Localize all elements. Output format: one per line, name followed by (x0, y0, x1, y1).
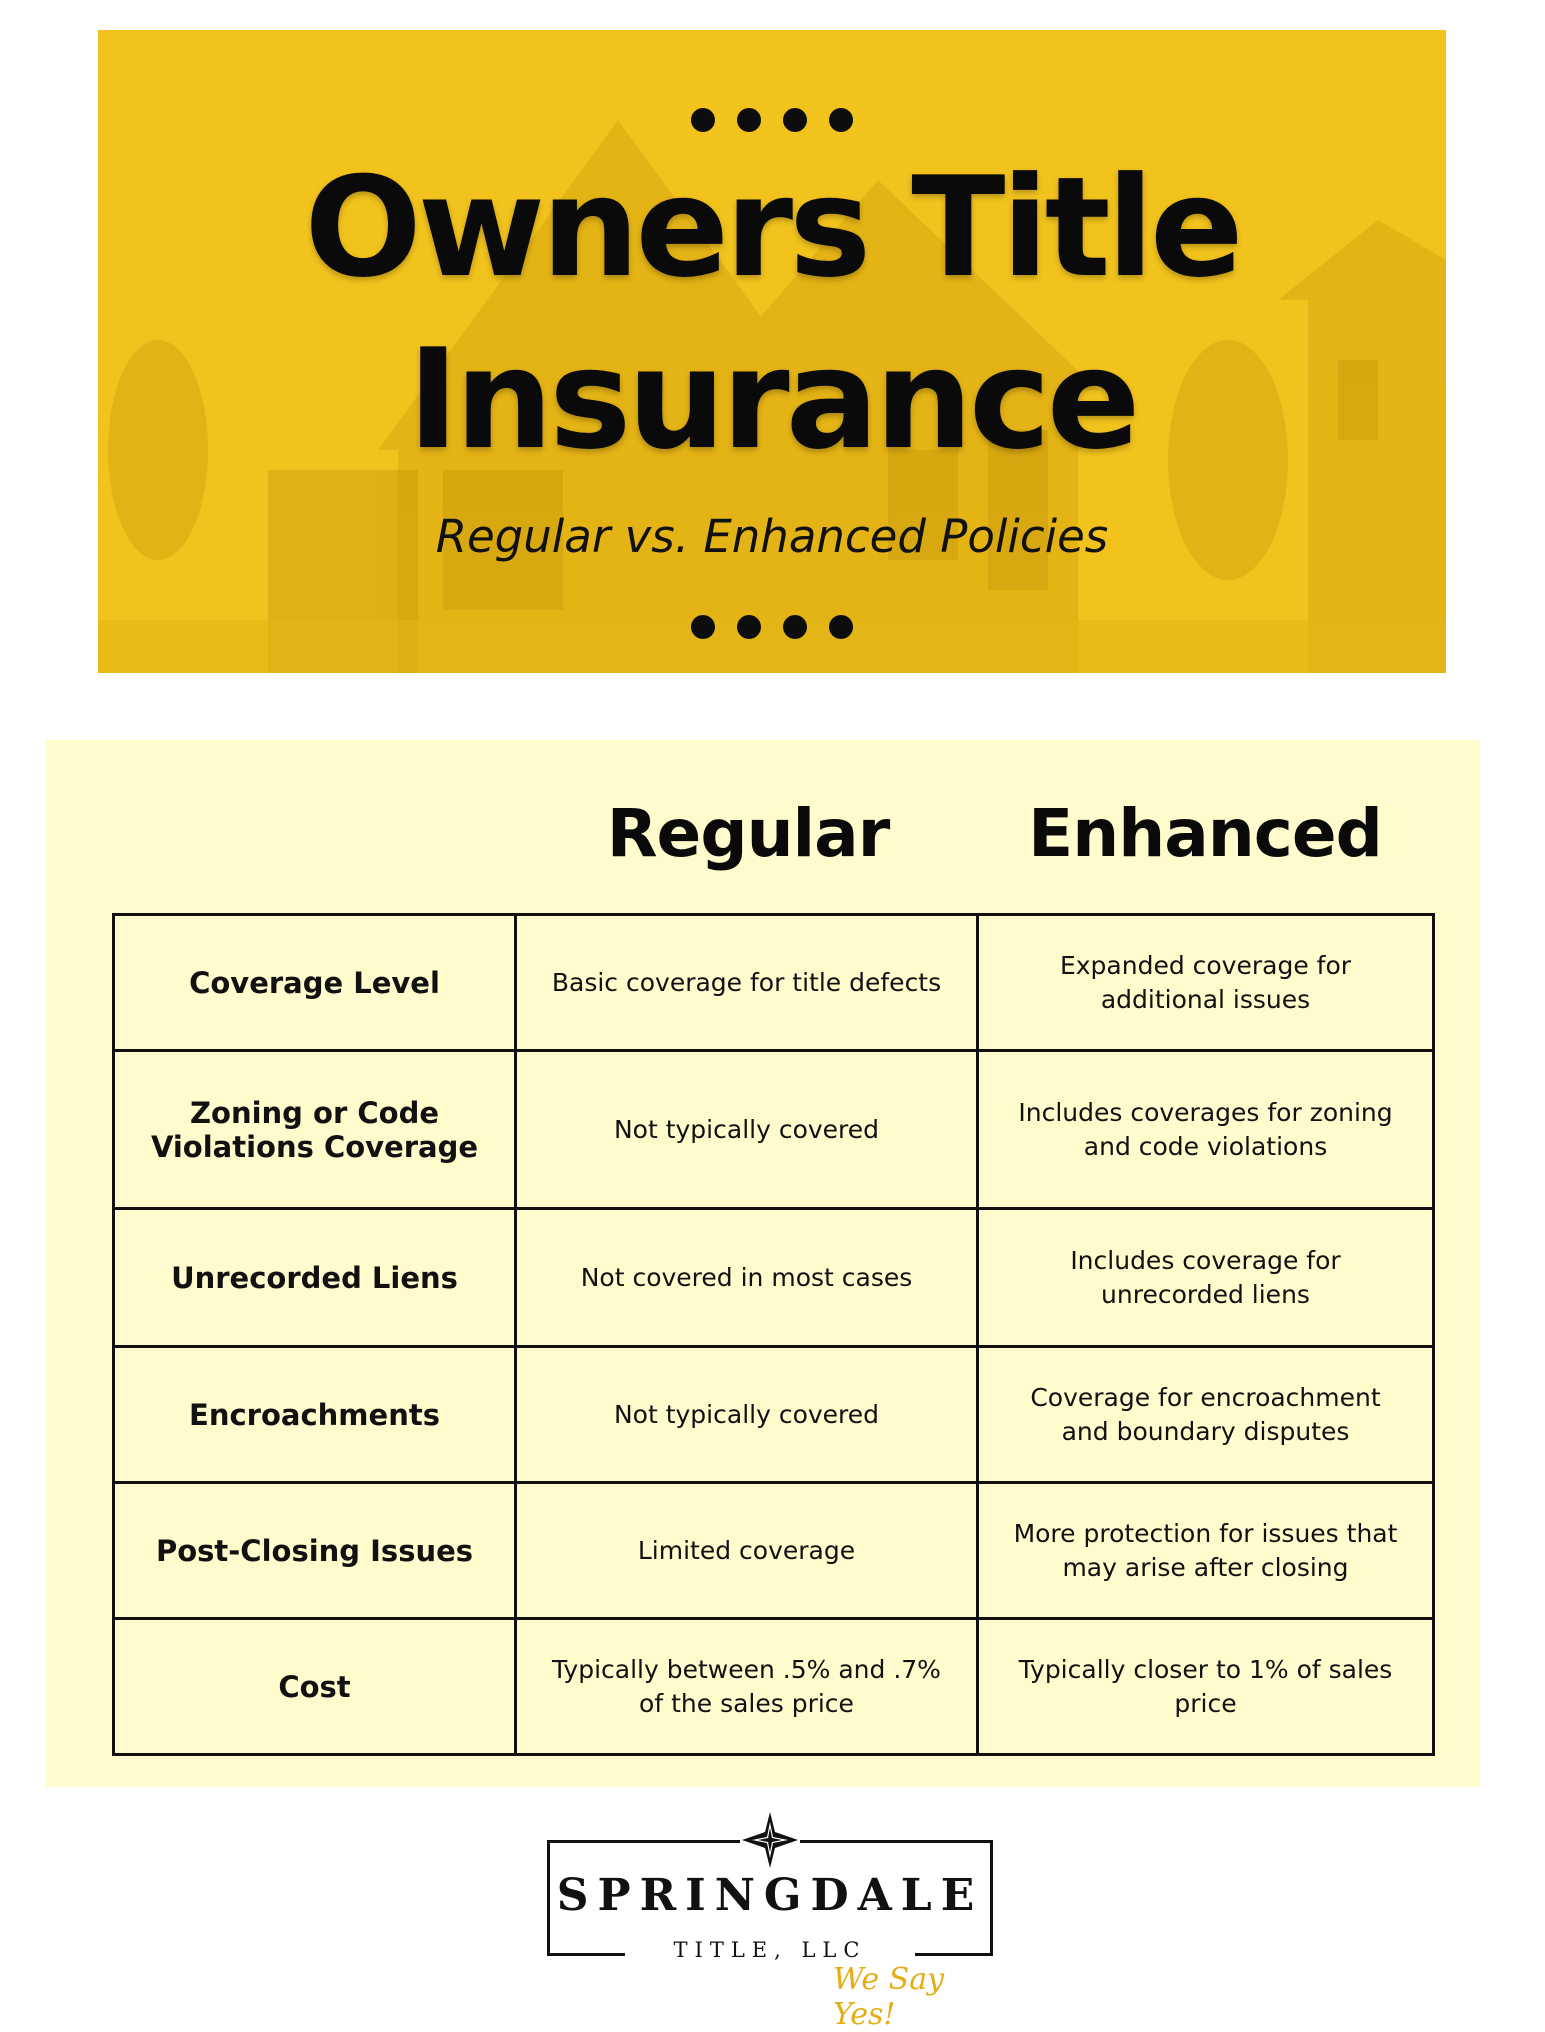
regular-cell: Basic coverage for title defects (516, 915, 978, 1051)
column-header-enhanced: Enhanced (1028, 795, 1382, 872)
logo-subtext: TITLE, LLC (625, 1938, 915, 1962)
table-row (114, 1209, 1434, 1347)
table-row (114, 1483, 1434, 1619)
feature-cell: Post-Closing Issues (114, 1483, 516, 1619)
table-row (114, 915, 1434, 1051)
page-subtitle: Regular vs. Enhanced Policies (435, 510, 1109, 563)
bottom-dots-decoration (98, 615, 1446, 643)
enhanced-cell: Expanded coverage for additional issues (978, 915, 1434, 1051)
feature-cell: Cost (114, 1619, 516, 1755)
feature-cell: Coverage Level (114, 915, 516, 1051)
page-title (98, 142, 1446, 486)
table-row (114, 1051, 1434, 1209)
enhanced-cell: Typically closer to 1% of sales price (978, 1619, 1434, 1755)
table-row (114, 1347, 1434, 1483)
regular-cell: Not typically covered (516, 1051, 978, 1209)
feature-cell: Encroachments (114, 1347, 516, 1483)
hero-banner (98, 30, 1446, 673)
feature-cell: Zoning or Code Violations Coverage (114, 1051, 516, 1209)
regular-cell: Not covered in most cases (516, 1209, 978, 1347)
logo-tagline: We Say Yes! (833, 1962, 945, 2032)
title-line-1: Owners Title (304, 147, 1240, 308)
enhanced-cell: More protection for issues that may arise after closing (978, 1483, 1434, 1619)
logo-wordmark: SPRINGDALE (556, 1870, 984, 1921)
compass-star-icon (740, 1810, 800, 1870)
top-dots-decoration (98, 108, 1446, 136)
regular-cell: Limited coverage (516, 1483, 978, 1619)
column-header-regular: Regular (606, 795, 890, 872)
regular-cell: Typically between .5% and .7% of the sales price (516, 1619, 978, 1755)
table-row (114, 1619, 1434, 1755)
regular-cell: Not typically covered (516, 1347, 978, 1483)
enhanced-cell: Includes coverages for zoning and code violations (978, 1051, 1434, 1209)
title-line-2: Insurance (407, 319, 1137, 480)
enhanced-cell: Includes coverage for unrecorded liens (978, 1209, 1434, 1347)
enhanced-cell: Coverage for encroachment and boundary disputes (978, 1347, 1434, 1483)
feature-cell: Unrecorded Liens (114, 1209, 516, 1347)
company-logo (545, 1810, 1005, 2032)
comparison-table (112, 913, 1435, 1756)
